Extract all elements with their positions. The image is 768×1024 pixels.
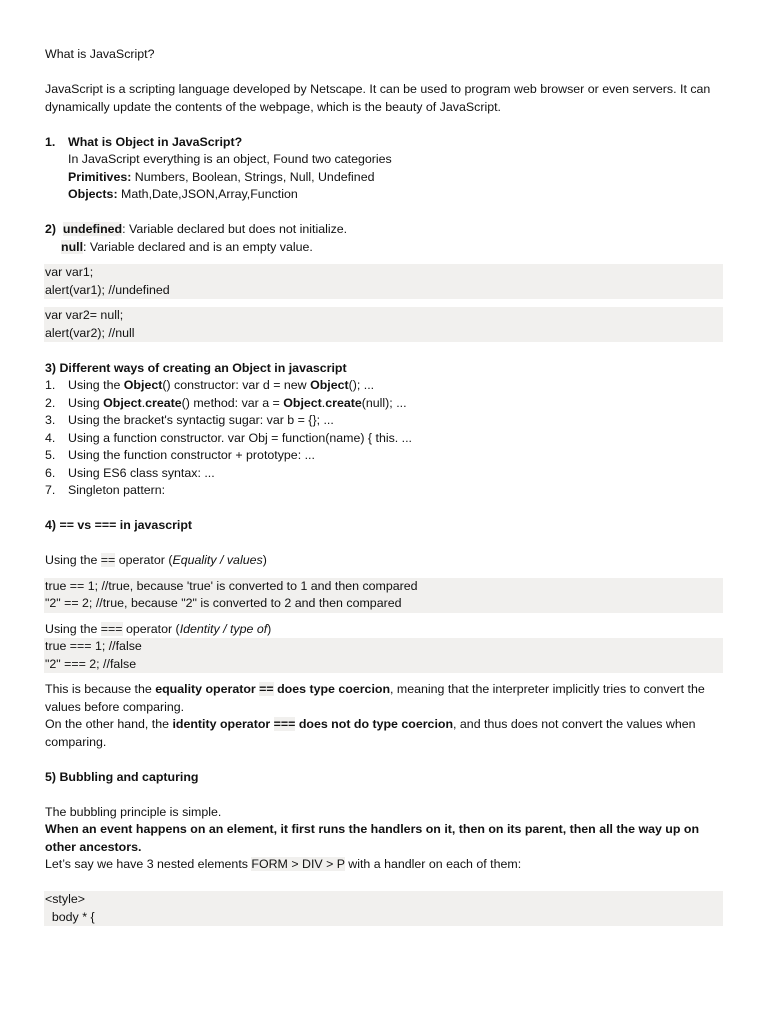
- code-line: <style>: [45, 892, 85, 906]
- objects-text: Math,Date,JSON,Array,Function: [117, 187, 298, 201]
- objects-label: Objects:: [68, 187, 118, 201]
- identity-italic: Identity / type of: [179, 621, 268, 636]
- bubbling-line-3: [45, 856, 725, 874]
- list-bold: Object: [103, 395, 142, 410]
- equality-intro: [45, 552, 725, 570]
- section-2-number: 2): [45, 222, 57, 236]
- explanation-identity: [45, 716, 725, 734]
- list-number: 5.: [45, 448, 56, 462]
- list-text: Using: [68, 395, 104, 410]
- list-number: 1.: [45, 378, 56, 392]
- text: Using the: [45, 553, 101, 567]
- document-page: [45, 46, 725, 926]
- identity-operator: ===: [273, 717, 296, 731]
- equality-italic: Equality / values: [172, 553, 263, 567]
- list-text: Using ES6 class syntax: ...: [68, 465, 215, 480]
- list-bold: Object: [283, 395, 322, 410]
- list-number: 7.: [45, 483, 56, 497]
- explanation-equality: [45, 681, 725, 699]
- undefined-keyword: undefined: [62, 222, 123, 236]
- intro-paragraph-line-2: dynamically update the contents of the webpage, which is the beauty of JavaScript.: [45, 99, 501, 114]
- list-item: [45, 377, 725, 395]
- list-text: .: [141, 395, 146, 410]
- primitives-text: Numbers, Boolean, Strings, Null, Undefined: [131, 169, 375, 184]
- section-1-line-1: In JavaScript everything is an object, Found two categories: [68, 152, 392, 166]
- section-5-heading: [45, 769, 725, 787]
- code-line: body * {: [45, 909, 95, 924]
- section-4-heading: [45, 517, 725, 535]
- list-text: Using the bracket's syntactig sugar: var b = {}; ...: [68, 413, 334, 427]
- section-1-heading: [45, 134, 725, 152]
- section-2-null: [45, 239, 725, 257]
- list-item: [45, 430, 725, 448]
- primitives-label: Primitives:: [68, 169, 132, 184]
- equality-operator: ==: [100, 553, 116, 567]
- list-bold: create: [145, 395, 182, 410]
- list-text: Singleton pattern:: [68, 483, 166, 497]
- undefined-text: : Variable declared but does not initialize.: [122, 222, 348, 236]
- doc-title: What is JavaScript?: [45, 47, 155, 61]
- section-3-heading: [45, 360, 725, 378]
- list-item: [45, 395, 725, 413]
- code-block-null: [44, 307, 723, 342]
- list-item: [45, 465, 725, 483]
- list-text: .: [321, 395, 326, 410]
- intro-paragraph-line-1: JavaScript is a scripting language developed by Netscape. It can be used to program web browser or even servers. It can: [45, 82, 711, 96]
- null-keyword: null: [61, 239, 84, 254]
- identity-intro: [45, 621, 725, 639]
- identity-operator: ===: [100, 621, 123, 636]
- bold-text: other ancestors.: [45, 839, 142, 854]
- code-block-style: [44, 891, 723, 926]
- section-3-title: 3) Different ways of creating an Object in javascript: [45, 360, 347, 375]
- bold-text: does type coercion: [273, 682, 391, 696]
- section-5-title: 5) Bubbling and capturing: [45, 769, 199, 784]
- bold-text: equality operator: [155, 682, 260, 696]
- section-1-title: What is Object in JavaScript?: [68, 134, 243, 149]
- list-number: 2.: [45, 395, 56, 410]
- list-text: Using the: [68, 378, 124, 392]
- explanation-identity-line-2: comparing.: [45, 734, 107, 749]
- text: with a handler on each of them:: [344, 857, 522, 871]
- code-line: alert(var1); //undefined: [45, 282, 170, 297]
- list-text: () method: var a =: [181, 395, 284, 410]
- section-4-title: 4) == vs === in javascript: [45, 518, 193, 532]
- list-number: 6.: [45, 465, 56, 480]
- list-number: 3.: [45, 413, 56, 427]
- list-bold: Object: [123, 378, 163, 392]
- bubbling-line-1: The bubbling principle is simple.: [45, 804, 222, 819]
- list-item: [45, 482, 725, 500]
- bubbling-bold-line-2: [45, 839, 725, 857]
- list-text: (null); ...: [361, 395, 407, 410]
- list-text: Using the function constructor + prototype: ...: [68, 448, 315, 462]
- list-number: 4.: [45, 430, 56, 445]
- bold-text: When an event happens on an element, it first runs the handlers on it, then on its parent, then all the way up on: [45, 822, 700, 836]
- text: Using the: [45, 621, 101, 636]
- text: Let’s say we have 3 nested elements: [45, 857, 252, 871]
- text: On the other hand, the: [45, 717, 173, 731]
- code-line: var var1;: [45, 265, 94, 279]
- equality-operator: ==: [259, 682, 274, 696]
- list-text: () constructor: var d = new: [162, 378, 311, 392]
- code-line: "2" === 2; //false: [45, 656, 137, 671]
- nested-elements-code: FORM > DIV > P: [251, 857, 345, 871]
- text: operator (: [115, 553, 173, 567]
- list-item: [45, 412, 725, 430]
- code-line: alert(var2); //null: [45, 325, 135, 340]
- bold-text: identity operator: [172, 717, 274, 731]
- text: , meaning that the interpreter implicitly tries to convert the: [390, 682, 705, 696]
- code-line: var var2= null;: [45, 308, 124, 322]
- code-block-equality: [44, 578, 723, 613]
- code-block-identity: [44, 638, 723, 673]
- list-item: [45, 447, 725, 465]
- bubbling-bold-line-1: [45, 821, 725, 839]
- text: This is because the: [45, 682, 156, 696]
- text: , and thus does not convert the values when: [453, 717, 696, 731]
- code-block-undefined: [44, 264, 723, 299]
- list-text: (); ...: [348, 378, 375, 392]
- code-line: true === 1; //false: [45, 639, 142, 653]
- null-text: : Variable declared and is an empty value.: [83, 239, 313, 254]
- section-1-number: 1.: [45, 134, 56, 149]
- text: ): [262, 553, 267, 567]
- code-line: "2" == 2; //true, because "2" is converted to 2 and then compared: [45, 596, 402, 610]
- section-2-undefined: [45, 221, 725, 239]
- list-bold: Object: [310, 378, 349, 392]
- list-bold: create: [325, 395, 362, 410]
- section-1-primitives: [45, 169, 725, 187]
- bold-text: does not do type coercion: [295, 717, 454, 731]
- code-line: true == 1; //true, because 'true' is converted to 1 and then compared: [45, 578, 418, 593]
- section-1-objects: [45, 186, 725, 204]
- text: ): [267, 621, 272, 636]
- explanation-equality-line-2: values before comparing.: [45, 699, 185, 714]
- text: operator (: [122, 621, 180, 636]
- list-text: Using a function constructor. var Obj = function(name) { this. ...: [68, 430, 413, 445]
